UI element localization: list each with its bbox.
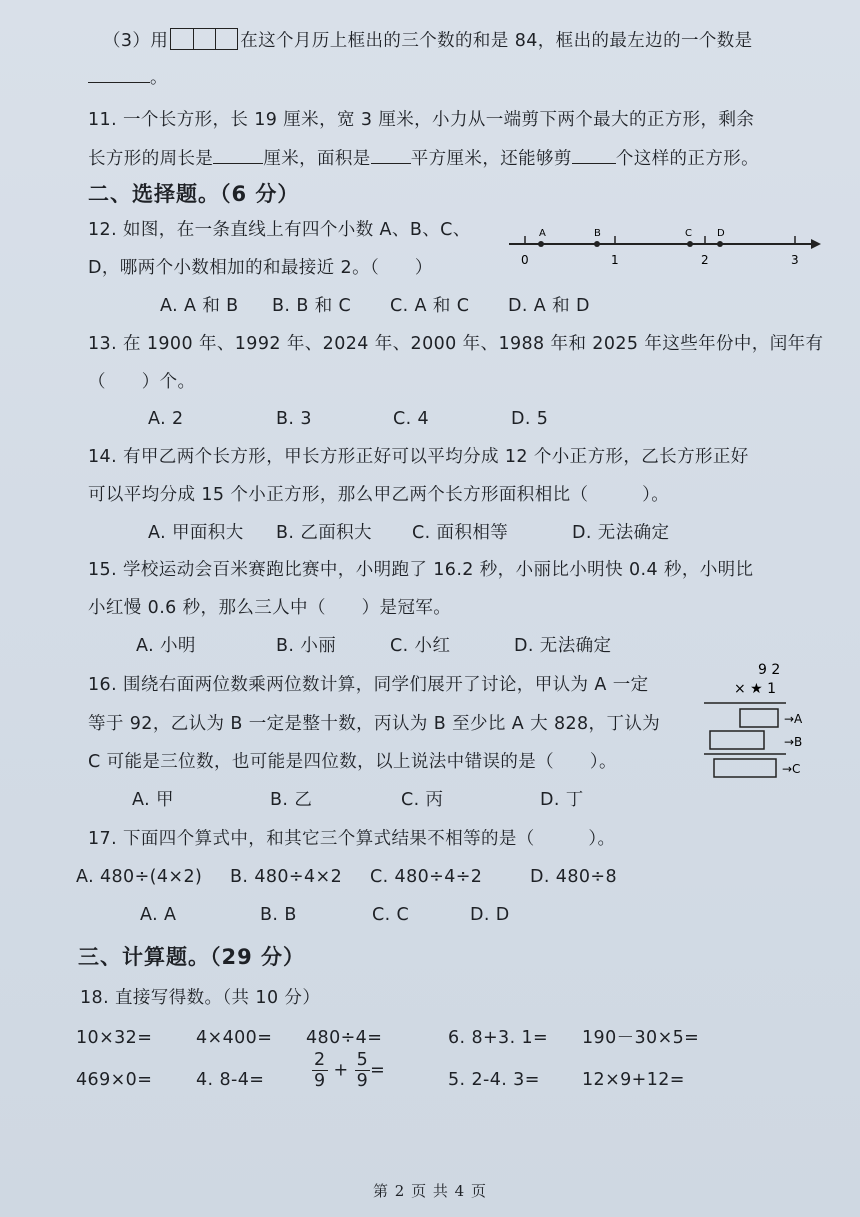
calc-1: 10×32= <box>76 1028 153 1048</box>
figure-multiplier: × ★ 1 <box>734 681 777 697</box>
q11-text-a: 长方形的周长是 <box>88 149 214 169</box>
q15-option-c[interactable]: C. 小红 <box>390 636 451 656</box>
q16-line1: 16. 围绕右面两位数乘两位数计算，同学们展开了讨论，甲认为 A 一定 <box>88 675 649 695</box>
q12-line2: D，哪两个小数相加的和最接近 2。（ ） <box>88 258 433 278</box>
q16-option-c[interactable]: C. 丙 <box>401 790 444 810</box>
q11-line1: 11. 一个长方形，长 19 厘米，宽 3 厘米，小力从一端剪下两个最大的正方形，剩余 <box>88 110 755 130</box>
q17-expr-a: A. 480÷(4×2) <box>76 867 203 887</box>
q13-line1: 13. 在 1900 年、1992 年、2024 年、2000 年、1988 年和 2025 年这些年份中，闰年有 <box>88 334 824 354</box>
calc-5: 190－30×5= <box>582 1028 700 1048</box>
answer-blank-perimeter[interactable] <box>213 145 263 164</box>
calc-10: 12×9+12= <box>582 1070 685 1090</box>
q17-option-c[interactable]: C. C <box>372 905 410 925</box>
q14-option-a[interactable]: A. 甲面积大 <box>148 523 244 543</box>
tick-label-3: 3 <box>791 253 799 267</box>
q15-option-b[interactable]: B. 小丽 <box>276 636 337 656</box>
q12-option-c[interactable]: C. A 和 C <box>390 296 470 316</box>
q16-option-b[interactable]: B. 乙 <box>270 790 313 810</box>
q17-option-a[interactable]: A. A <box>140 905 177 925</box>
q11-text-b: 厘米，面积是 <box>263 149 371 169</box>
q14-line2: 可以平均分成 15 个小正方形，那么甲乙两个长方形面积相比（ ）。 <box>88 485 670 505</box>
q13-line2: （ ）个。 <box>88 372 196 392</box>
q15-option-d[interactable]: D. 无法确定 <box>514 636 612 656</box>
q17-expr-d: D. 480÷8 <box>530 867 617 887</box>
q17-expr-c: C. 480÷4÷2 <box>370 867 483 887</box>
fraction-1-denominator: 9 <box>314 1071 326 1091</box>
calc-6: 469×0= <box>76 1070 153 1090</box>
page-footer: 第 2 页 共 4 页 <box>373 1182 487 1200</box>
q14-line1: 14. 有甲乙两个长方形，甲长方形正好可以平均分成 12 个小正方形，乙长方形正好 <box>88 447 749 467</box>
answer-blank[interactable] <box>88 64 150 83</box>
fraction-1 <box>312 1050 328 1091</box>
q17-option-d[interactable]: D. D <box>470 905 510 925</box>
q11-text-d: 个这样的正方形。 <box>615 149 760 169</box>
q16-line2: 等于 92，乙认为 B 一定是整十数，丙认为 B 至少比 A 大 828，丁认为 <box>88 714 661 734</box>
fraction-operator: + <box>333 1060 349 1081</box>
q11-line2 <box>88 145 759 171</box>
number-line-arrowhead <box>811 239 821 249</box>
fraction-equals: = <box>370 1060 386 1081</box>
q12-option-a[interactable]: A. A 和 B <box>160 296 239 316</box>
calc-2: 4×400= <box>196 1028 273 1048</box>
q14-option-b[interactable]: B. 乙面积大 <box>276 523 372 543</box>
q15-line2: 小红慢 0.6 秒，那么三人中（ ）是冠军。 <box>88 598 452 618</box>
q12-option-d[interactable]: D. A 和 D <box>508 296 590 316</box>
q13-option-c[interactable]: C. 4 <box>393 409 430 429</box>
q16-option-d[interactable]: D. 丁 <box>540 790 584 810</box>
section-title-calculation: 三、计算题。（29 分） <box>78 945 306 969</box>
q13-option-d[interactable]: D. 5 <box>511 409 549 429</box>
q15-line1: 15. 学校运动会百米赛跑比赛中，小明跑了 16.2 秒，小丽比小明快 0.4 秒，小明比 <box>88 560 754 580</box>
q17-expr-b: B. 480÷4×2 <box>230 867 343 887</box>
q14-option-c[interactable]: C. 面积相等 <box>412 523 509 543</box>
point-c <box>687 241 693 247</box>
tick-label-1: 1 <box>611 253 619 267</box>
calc-4: 6. 8+3. 1= <box>448 1028 549 1048</box>
q11-text-c: 平方厘米，还能够剪 <box>410 149 572 169</box>
box-c <box>714 759 776 777</box>
q10-3-suffix: 在这个月历上框出的三个数的和是 84，框出的最左边的一个数是 <box>240 31 753 51</box>
calendar-frame-box <box>170 28 238 50</box>
q13-option-b[interactable]: B. 3 <box>276 409 312 429</box>
q10-3-answer-line <box>88 64 168 90</box>
label-a: A <box>539 228 546 239</box>
q14-option-d[interactable]: D. 无法确定 <box>572 523 670 543</box>
q10-3-prefix: （3）用 <box>103 31 169 51</box>
q15-option-a[interactable]: A. 小明 <box>136 636 196 656</box>
calc-3: 480÷4= <box>306 1028 383 1048</box>
calc-7: 4. 8-4= <box>196 1070 265 1090</box>
q18-title: 18. 直接写得数。（共 10 分） <box>80 988 321 1008</box>
label-c: C <box>685 228 692 239</box>
figure-label-a: →A <box>784 712 803 726</box>
q10-3-end: 。 <box>150 68 168 88</box>
calc-9: 5. 2-4. 3= <box>448 1070 540 1090</box>
q17-line1: 17. 下面四个算式中，和其它三个算式结果不相等的是（ ）。 <box>88 829 616 849</box>
box-a <box>740 709 778 727</box>
number-line-figure <box>505 222 825 272</box>
point-d <box>717 241 723 247</box>
q12-line1: 12. 如图，在一条直线上有四个小数 A、B、C、 <box>88 220 471 240</box>
q12-option-b[interactable]: B. B 和 C <box>272 296 352 316</box>
tick-label-0: 0 <box>521 253 529 267</box>
q16-option-a[interactable]: A. 甲 <box>132 790 174 810</box>
answer-blank-area[interactable] <box>371 145 411 164</box>
figure-multiplicand: 9 2 <box>758 662 781 678</box>
fraction-2-numerator: 5 <box>356 1050 369 1070</box>
q10-3-line <box>103 28 753 53</box>
tick-label-2: 2 <box>701 253 709 267</box>
figure-label-b: →B <box>784 735 803 749</box>
q13-option-a[interactable]: A. 2 <box>148 409 184 429</box>
answer-blank-count[interactable] <box>572 145 616 164</box>
point-a <box>538 241 544 247</box>
section-title-choice: 二、选择题。（6 分） <box>88 182 300 206</box>
multiplication-figure <box>696 658 826 788</box>
fraction-1-numerator: 2 <box>314 1050 326 1070</box>
calc-8-fraction <box>312 1050 385 1091</box>
point-b <box>594 241 600 247</box>
fraction-2 <box>355 1050 371 1091</box>
fraction-2-denominator: 9 <box>356 1071 369 1091</box>
label-b: B <box>594 228 601 239</box>
q16-line3: C 可能是三位数，也可能是四位数，以上说法中错误的是（ ）。 <box>88 752 617 772</box>
figure-label-c: →C <box>782 762 801 776</box>
q17-option-b[interactable]: B. B <box>260 905 297 925</box>
label-d: D <box>717 228 725 239</box>
box-b <box>710 731 764 749</box>
